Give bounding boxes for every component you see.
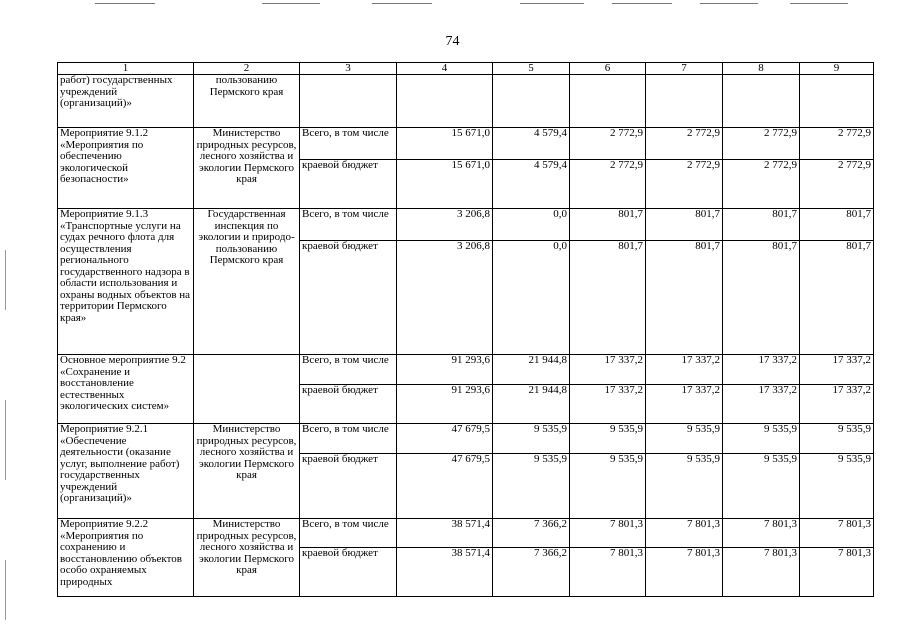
amount-cell: 7 366,2 xyxy=(493,519,570,548)
executor-cell: Государственная инспекция по экологии и природо-пользованию Пермского края xyxy=(194,209,300,355)
amount-cell: 17 337,2 xyxy=(723,385,800,424)
scan-top-line xyxy=(700,3,758,4)
amount-cell: 7 801,3 xyxy=(723,548,800,597)
amount-cell: 0,0 xyxy=(493,241,570,355)
table-row xyxy=(58,519,874,548)
amount-cell: 38 571,4 xyxy=(397,548,493,597)
funding-source-cell: краевой бюджет xyxy=(300,548,397,597)
amount-cell: 17 337,2 xyxy=(570,355,646,385)
empty-cell xyxy=(570,75,646,128)
amount-cell: 17 337,2 xyxy=(800,385,874,424)
amount-cell: 4 579,4 xyxy=(493,160,570,209)
amount-cell: 47 679,5 xyxy=(397,424,493,454)
amount-cell: 2 772,9 xyxy=(723,160,800,209)
budget-table-body xyxy=(58,63,874,597)
funding-source-cell: Всего, в том числе xyxy=(300,128,397,160)
empty-cell xyxy=(300,75,397,128)
amount-cell: 7 801,3 xyxy=(800,519,874,548)
column-number: 1 xyxy=(58,63,194,75)
amount-cell: 801,7 xyxy=(723,241,800,355)
amount-cell: 7 801,3 xyxy=(646,519,723,548)
funding-source-cell: Всего, в том числе xyxy=(300,519,397,548)
amount-cell: 2 772,9 xyxy=(800,160,874,209)
amount-cell: 801,7 xyxy=(800,209,874,241)
column-number: 5 xyxy=(493,63,570,75)
amount-cell: 7 801,3 xyxy=(646,548,723,597)
amount-cell: 7 801,3 xyxy=(570,519,646,548)
table-row xyxy=(58,355,874,385)
amount-cell: 2 772,9 xyxy=(570,160,646,209)
amount-cell: 3 206,8 xyxy=(397,209,493,241)
activity-name-cell: Мероприятие 9.1.2 «Мероприятия по обеспечению экологической безопасности» xyxy=(58,128,194,209)
amount-cell: 17 337,2 xyxy=(800,355,874,385)
column-number: 4 xyxy=(397,63,493,75)
amount-cell: 2 772,9 xyxy=(646,128,723,160)
scan-top-line xyxy=(95,3,155,4)
amount-cell: 2 772,9 xyxy=(570,128,646,160)
table-row xyxy=(58,75,874,128)
executor-cell: пользованию Пермского края xyxy=(194,75,300,128)
scan-top-line xyxy=(790,3,848,4)
scan-edge-mark xyxy=(5,400,6,480)
column-number: 3 xyxy=(300,63,397,75)
amount-cell: 17 337,2 xyxy=(723,355,800,385)
executor-cell: Министерство природных ресурсов, лесного хозяйства и экологии Пермского края xyxy=(194,128,300,209)
amount-cell: 91 293,6 xyxy=(397,355,493,385)
page-number: 74 xyxy=(445,34,460,49)
amount-cell: 17 337,2 xyxy=(646,355,723,385)
amount-cell: 7 801,3 xyxy=(800,548,874,597)
empty-cell xyxy=(723,75,800,128)
amount-cell: 38 571,4 xyxy=(397,519,493,548)
column-number-row xyxy=(58,63,874,75)
executor-cell: Министерство природных ресурсов, лесного хозяйства и экологии Пермского края xyxy=(194,519,300,597)
amount-cell: 9 535,9 xyxy=(493,424,570,454)
empty-cell xyxy=(397,75,493,128)
column-number: 8 xyxy=(723,63,800,75)
amount-cell: 47 679,5 xyxy=(397,454,493,519)
activity-name-cell: работ) государственных учреждений (организаций)» xyxy=(58,75,194,128)
amount-cell: 17 337,2 xyxy=(570,385,646,424)
funding-source-cell: Всего, в том числе xyxy=(300,355,397,385)
amount-cell: 9 535,9 xyxy=(723,424,800,454)
empty-cell xyxy=(493,75,570,128)
funding-source-cell: краевой бюджет xyxy=(300,241,397,355)
amount-cell: 9 535,9 xyxy=(800,424,874,454)
executor-cell xyxy=(194,355,300,424)
column-number: 7 xyxy=(646,63,723,75)
amount-cell: 15 671,0 xyxy=(397,160,493,209)
amount-cell: 801,7 xyxy=(646,241,723,355)
scan-top-line xyxy=(520,3,584,4)
amount-cell: 801,7 xyxy=(723,209,800,241)
amount-cell: 4 579,4 xyxy=(493,128,570,160)
amount-cell: 9 535,9 xyxy=(570,424,646,454)
amount-cell: 801,7 xyxy=(570,241,646,355)
amount-cell: 0,0 xyxy=(493,209,570,241)
amount-cell: 801,7 xyxy=(646,209,723,241)
amount-cell: 3 206,8 xyxy=(397,241,493,355)
amount-cell: 7 366,2 xyxy=(493,548,570,597)
funding-source-cell: краевой бюджет xyxy=(300,160,397,209)
amount-cell: 9 535,9 xyxy=(646,454,723,519)
budget-table xyxy=(57,62,874,597)
activity-name-cell: Мероприятие 9.2.2 «Мероприятия по сохранению и восстановлению объектов особо охраняемых природных xyxy=(58,519,194,597)
column-number: 9 xyxy=(800,63,874,75)
amount-cell: 21 944,8 xyxy=(493,385,570,424)
activity-name-cell: Мероприятие 9.1.3 «Транспортные услуги на судах речного флота для осуществления регионального государственного надзора в области использования и охраны водных объектов на территории Пермского края» xyxy=(58,209,194,355)
funding-source-cell: Всего, в том числе xyxy=(300,209,397,241)
amount-cell: 801,7 xyxy=(800,241,874,355)
amount-cell: 9 535,9 xyxy=(800,454,874,519)
amount-cell: 17 337,2 xyxy=(646,385,723,424)
amount-cell: 2 772,9 xyxy=(723,128,800,160)
amount-cell: 9 535,9 xyxy=(570,454,646,519)
funding-source-cell: краевой бюджет xyxy=(300,385,397,424)
amount-cell: 91 293,6 xyxy=(397,385,493,424)
scan-top-line xyxy=(372,3,432,4)
column-number: 6 xyxy=(570,63,646,75)
amount-cell: 9 535,9 xyxy=(646,424,723,454)
funding-source-cell: краевой бюджет xyxy=(300,454,397,519)
scan-edge-mark xyxy=(5,560,6,620)
executor-cell: Министерство природных ресурсов, лесного хозяйства и экологии Пермского края xyxy=(194,424,300,519)
amount-cell: 2 772,9 xyxy=(646,160,723,209)
activity-name-cell: Основное мероприятие 9.2 «Сохранение и восстановление естественных экологических систем» xyxy=(58,355,194,424)
column-number: 2 xyxy=(194,63,300,75)
table-row xyxy=(58,424,874,454)
amount-cell: 9 535,9 xyxy=(493,454,570,519)
empty-cell xyxy=(800,75,874,128)
table-row xyxy=(58,209,874,241)
amount-cell: 9 535,9 xyxy=(723,454,800,519)
table-row xyxy=(58,128,874,160)
scan-top-line xyxy=(612,3,672,4)
scan-edge-mark xyxy=(5,250,6,310)
amount-cell: 2 772,9 xyxy=(800,128,874,160)
amount-cell: 7 801,3 xyxy=(570,548,646,597)
activity-name-cell: Мероприятие 9.2.1 «Обеспечение деятельности (оказание услуг, выполнение работ) государственных учреждений (организаций)» xyxy=(58,424,194,519)
amount-cell: 7 801,3 xyxy=(723,519,800,548)
amount-cell: 15 671,0 xyxy=(397,128,493,160)
amount-cell: 21 944,8 xyxy=(493,355,570,385)
funding-source-cell: Всего, в том числе xyxy=(300,424,397,454)
scan-top-line xyxy=(262,3,320,4)
empty-cell xyxy=(646,75,723,128)
amount-cell: 801,7 xyxy=(570,209,646,241)
